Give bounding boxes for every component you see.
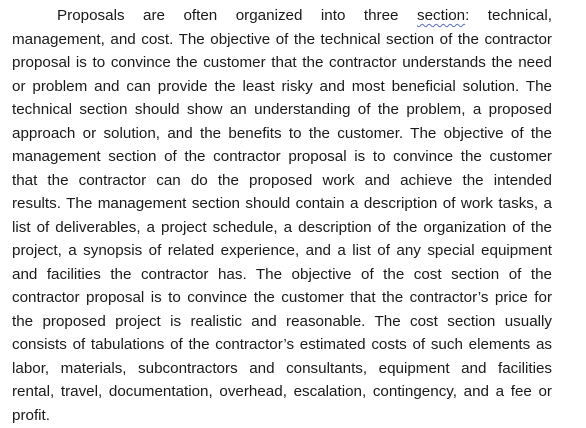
paragraph-line-1 [12,4,552,28]
paragraph-line-5: technical section should show an understanding of the problem, a proposed [12,101,552,118]
paragraph-line-9: results. The management section should contain a description of work tasks, a [12,195,552,212]
paragraph-line-13: contractor proposal is to convince the customer that the contractor’s price for [12,289,552,306]
line-1-text: are often organized into three [143,7,399,24]
paragraph-line-16: labor, materials, subcontractors and consultants, equipment and facilities [12,359,552,377]
line-1-tail: : technical, [465,7,552,24]
paragraph-line-14: the proposed project is realistic and reasonable. The cost section usually [12,312,552,330]
paragraph-line-7: management section of the contractor proposal is to convince the customer [12,148,552,165]
paragraph-line-17: rental, travel, documentation, overhead, escalation, contingency, and a fee or [12,383,552,400]
paragraph-line-3: proposal is to convince the customer that the contractor understands the need [12,54,552,71]
paragraph-line-2: management, and cost. The objective of the technical section of the contractor [12,30,552,48]
spellcheck-flagged-word[interactable]: section [416,7,466,24]
paragraph-line-10: list of deliverables, a project schedule, a description of the organization of the [12,218,552,236]
paragraph-line-18: profit. [12,406,50,424]
paragraph-line-4: or problem and can provide the least risky and most beneficial solution. The [12,77,552,95]
paragraph-line-15: consists of tabulations of the contractor’s estimated costs of such elements as [12,336,552,353]
paragraph-line-11: project, a synopsis of related experience, and a list of any special equipment [12,242,552,259]
first-word: Proposals [57,7,125,24]
paragraph-line-6: approach or solution, and the benefits to the customer. The objective of the [12,124,552,142]
document-page [12,4,552,427]
paragraph-line-8: that the contractor can do the proposed work and achieve the intended [12,171,552,189]
paragraph-line-12: and facilities the contractor has. The objective of the cost section of the [12,265,552,283]
